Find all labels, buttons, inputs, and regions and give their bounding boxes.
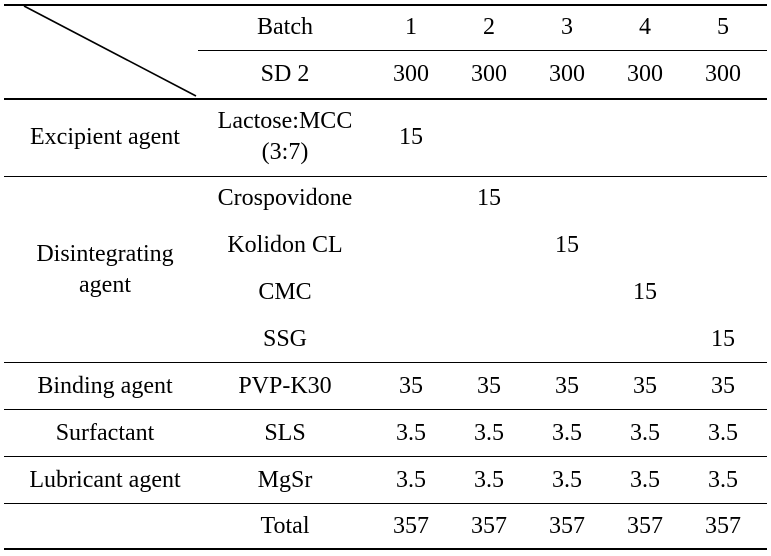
lubricant-value-2: 3.5 <box>474 467 504 493</box>
diagonal-line <box>24 6 196 96</box>
batch-label: Batch <box>257 14 313 40</box>
ssg-label: SSG <box>262 326 308 352</box>
header-mid-rule <box>198 50 767 51</box>
sd-label: SD 2 <box>260 61 310 87</box>
total-value-2: 357 <box>471 513 507 539</box>
lactose-mcc-line1: Lactose:MCC <box>217 108 353 134</box>
disintegrating-label-line2: agent <box>79 272 131 298</box>
surfactant-value-4: 3.5 <box>630 420 660 446</box>
crospovidone-value-2: 15 <box>477 185 501 211</box>
surfactant-value-3: 3.5 <box>552 420 582 446</box>
disintegrating-rule <box>4 362 767 363</box>
surfactant-value-1: 3.5 <box>396 420 426 446</box>
surfactant-value-5: 3.5 <box>708 420 738 446</box>
binding-value-1: 35 <box>399 373 423 399</box>
total-value-3: 357 <box>549 513 585 539</box>
lubricant-rule <box>4 503 767 504</box>
total-value-5: 357 <box>705 513 741 539</box>
batch-3: 3 <box>561 14 573 40</box>
lubricant-group-label: Lubricant agent <box>29 467 181 493</box>
batch-2: 2 <box>483 14 495 40</box>
binding-rule <box>4 409 767 410</box>
surfactant-group-label: Surfactant <box>55 420 155 446</box>
binding-value-3: 35 <box>555 373 579 399</box>
lubricant-value-4: 3.5 <box>630 467 660 493</box>
sd-value-2: 300 <box>471 61 507 87</box>
surfactant-value-2: 3.5 <box>474 420 504 446</box>
excipient-group-label: Excipient agent <box>30 124 180 150</box>
mgsr-label: MgSr <box>257 467 313 493</box>
cmc-value-4: 15 <box>633 279 657 305</box>
surfactant-rule <box>4 456 767 457</box>
batch-4: 4 <box>639 14 651 40</box>
sd-value-3: 300 <box>549 61 585 87</box>
ssg-value-5: 15 <box>711 326 735 352</box>
binding-value-5: 35 <box>711 373 735 399</box>
lubricant-value-1: 3.5 <box>396 467 426 493</box>
binding-value-4: 35 <box>633 373 657 399</box>
lactose-mcc-line2: (3:7) <box>261 139 309 165</box>
sd-value-4: 300 <box>627 61 663 87</box>
kolidon-label: Kolidon CL <box>227 232 343 258</box>
disintegrating-label-line1: Disintegrating <box>36 241 174 267</box>
crospovidone-label: Crospovidone <box>217 185 353 211</box>
binding-group-label: Binding agent <box>37 373 173 399</box>
total-value-1: 357 <box>393 513 429 539</box>
cmc-label: CMC <box>258 279 312 305</box>
bottom-rule <box>4 548 767 550</box>
sd-value-5: 300 <box>705 61 741 87</box>
header-bottom-rule <box>4 98 767 100</box>
total-value-4: 357 <box>627 513 663 539</box>
lactose-value-1: 15 <box>399 124 423 150</box>
lubricant-value-3: 3.5 <box>552 467 582 493</box>
batch-1: 1 <box>405 14 417 40</box>
binding-value-2: 35 <box>477 373 501 399</box>
pvp-label: PVP-K30 <box>238 373 332 399</box>
top-rule <box>4 4 767 6</box>
kolidon-value-3: 15 <box>555 232 579 258</box>
total-label: Total <box>260 513 310 539</box>
excipient-rule <box>4 176 767 177</box>
batch-5: 5 <box>717 14 729 40</box>
sd-value-1: 300 <box>393 61 429 87</box>
lubricant-value-5: 3.5 <box>708 467 738 493</box>
sls-label: SLS <box>264 420 306 446</box>
